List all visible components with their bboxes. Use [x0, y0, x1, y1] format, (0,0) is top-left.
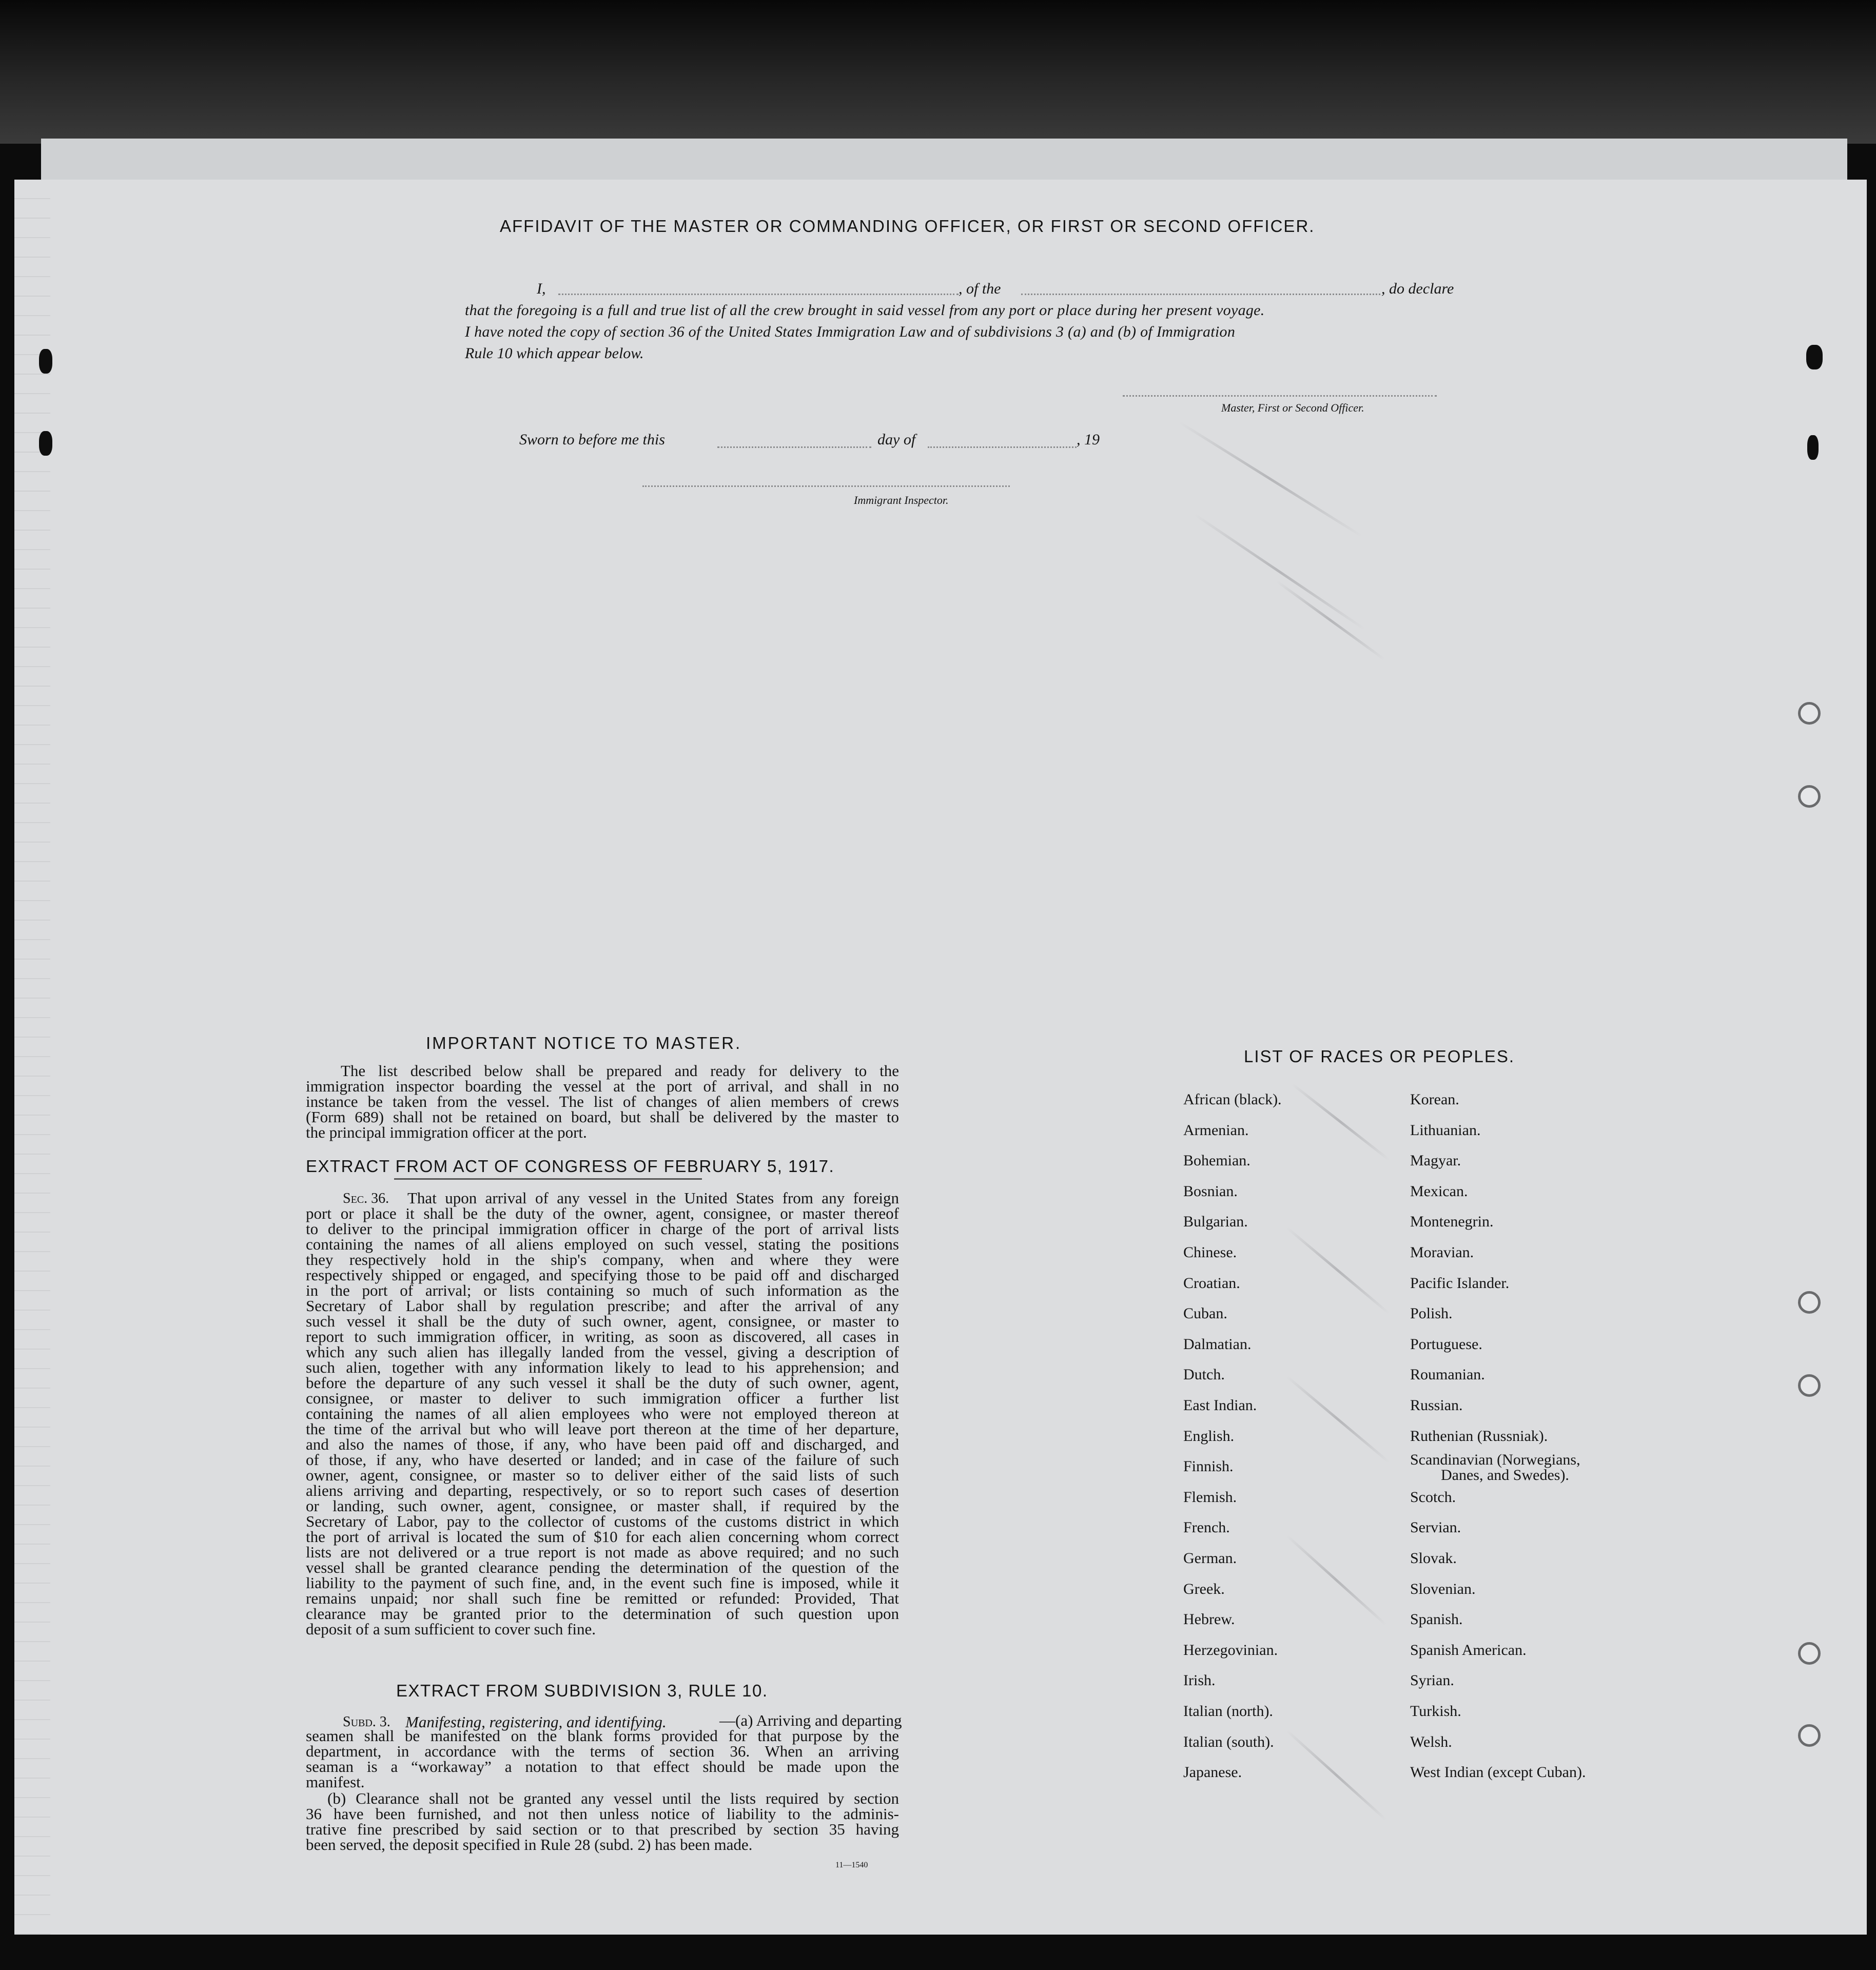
- punch-hole: [1798, 1724, 1821, 1747]
- master-signature-blank[interactable]: [1123, 395, 1437, 397]
- text-line: to deliver to the principal immigration officer in charge of the port of arrival lists: [306, 1220, 899, 1238]
- race-item: Scandinavian (Norwegians,: [1410, 1451, 1580, 1469]
- race-item: Hebrew.: [1183, 1611, 1235, 1628]
- text-line: containing the names of all aliens employed on such vessel, stating the positions: [306, 1235, 899, 1253]
- text-line: That upon arrival of any vessel in the United States from any foreign: [407, 1189, 899, 1207]
- affidavit-heading: AFFIDAVIT OF THE MASTER OR COMMANDING OFFICER, OR FIRST OR SECOND OFFICER.: [500, 217, 1315, 236]
- inspector-signature-blank[interactable]: [642, 485, 1010, 487]
- race-item: Welsh.: [1410, 1733, 1452, 1750]
- month-blank[interactable]: [928, 446, 1077, 448]
- punch-hole: [1798, 1291, 1821, 1314]
- text-line: the port of arrival is located the sum of $10 for each alien concerning whom correct: [306, 1528, 899, 1546]
- text-line: liability to the payment of such fine, and, in the event such fine is imposed, while it: [306, 1574, 899, 1592]
- race-item: Spanish American.: [1410, 1641, 1527, 1659]
- text-line: port or place it shall be the duty of the owner, agent, consignee, or master thereof: [306, 1204, 899, 1222]
- race-item: Magyar.: [1410, 1152, 1461, 1169]
- master-label: Master, First or Second Officer.: [1221, 401, 1364, 414]
- race-item: Flemish.: [1183, 1488, 1237, 1506]
- sworn-text: Sworn to before me this: [519, 431, 665, 448]
- text-line: report to such immigration officer, in writing, as soon as discovered, all cases in: [306, 1328, 899, 1345]
- text-line: which any such alien has illegally landed from the vessel, giving a description of: [306, 1343, 899, 1361]
- year-text: , 19: [1077, 431, 1100, 448]
- text-line: owner, agent, consignee, or master so to deliver either of the said lists of such: [306, 1466, 899, 1484]
- bleed-through-mark: [1286, 1227, 1390, 1315]
- day-blank[interactable]: [717, 446, 871, 448]
- race-item: Cuban.: [1183, 1305, 1227, 1322]
- affidavit-of-the: , of the: [959, 280, 1001, 297]
- text-line: department, in accordance with the terms of section 36. When an arriving: [306, 1742, 899, 1760]
- punch-hole: [1798, 785, 1821, 808]
- race-item: Syrian.: [1410, 1672, 1454, 1689]
- race-item: Bosnian.: [1183, 1182, 1238, 1200]
- race-item: Portuguese.: [1410, 1335, 1482, 1353]
- text-line: they respectively hold in the ship's company, when and where they were: [306, 1251, 899, 1269]
- race-item: Dutch.: [1183, 1366, 1225, 1383]
- race-item: Italian (south).: [1183, 1733, 1274, 1750]
- race-item: Irish.: [1183, 1672, 1216, 1689]
- race-item: Polish.: [1410, 1305, 1453, 1322]
- race-item: Croatian.: [1183, 1274, 1240, 1292]
- text-line: (b) Clearance shall not be granted any vessel until the lists required by section: [327, 1789, 899, 1807]
- race-item: Chinese.: [1183, 1244, 1237, 1261]
- text-line: lists are not delivered or a true report is not made as above required; and no such: [306, 1543, 899, 1561]
- binding-hole-right: [1806, 345, 1823, 369]
- day-of-text: day of: [877, 431, 916, 448]
- vessel-blank[interactable]: [1021, 294, 1380, 295]
- race-item: French.: [1183, 1519, 1230, 1536]
- bleed-through-mark: [1291, 1083, 1390, 1161]
- bleed-through-mark: [1194, 513, 1365, 630]
- race-item: Armenian.: [1183, 1121, 1249, 1139]
- races-heading: LIST OF RACES OR PEOPLES.: [1244, 1047, 1515, 1066]
- bleed-through-mark: [1276, 580, 1385, 660]
- affidavit-line-4: Rule 10 which appear below.: [465, 345, 644, 362]
- text-line: the principal immigration officer at the port.: [306, 1123, 587, 1141]
- text-line: vessel shall be granted clearance pending the determination of the question of the: [306, 1558, 899, 1576]
- race-item: Servian.: [1410, 1519, 1461, 1536]
- text-line: consignee, or master to deliver to such immigration officer a further list: [306, 1389, 899, 1407]
- form-number: 11—1540: [835, 1861, 868, 1869]
- text-line: of those, if any, who have deserted or landed; and in case of the failure of such: [306, 1451, 899, 1469]
- text-line: seamen shall be manifested on the blank forms provided for that purpose by the: [306, 1727, 899, 1745]
- text-line: instance be taken from the vessel. The list of changes of alien members of crews: [306, 1093, 899, 1110]
- binding-hole-left: [39, 349, 52, 374]
- act-heading: EXTRACT FROM ACT OF CONGRESS OF FEBRUARY 5, 1917.: [306, 1157, 835, 1176]
- text-line: clearance may be granted prior to the determination of such question upon: [306, 1605, 899, 1623]
- race-item: Ruthenian (Russniak).: [1410, 1427, 1548, 1445]
- name-blank[interactable]: [558, 294, 959, 295]
- text-line: —(a) Arriving and departing: [719, 1711, 902, 1729]
- punch-hole: [1798, 702, 1821, 725]
- race-item: Bohemian.: [1183, 1152, 1250, 1169]
- affidavit-i: I,: [537, 280, 546, 297]
- race-item: Herzegovinian.: [1183, 1641, 1278, 1659]
- text-line: (Form 689) shall not be retained on board, but shall be delivered by the master to: [306, 1108, 899, 1126]
- race-item: Slovenian.: [1410, 1580, 1476, 1597]
- text-line: and also the names of those, if any, who have been paid off and discharged, and: [306, 1435, 899, 1453]
- text-line: or landing, such owner, agent, consignee, or master shall, if required by the: [306, 1497, 899, 1515]
- bleed-through-mark: [1286, 1535, 1387, 1626]
- race-item: Japanese.: [1183, 1764, 1242, 1781]
- text-line: Secretary of Labor shall by regulation prescribe; and after the arrival of any: [306, 1297, 899, 1315]
- race-item: East Indian.: [1183, 1397, 1257, 1414]
- punch-hole: [1798, 1642, 1821, 1665]
- bleed-through-mark: [1286, 1730, 1387, 1821]
- text-line: remains unpaid; nor shall such fine be remitted or refunded: Provided, That: [306, 1589, 899, 1607]
- text-line: been served, the deposit specified in Rule 28 (subd. 2) has been made.: [306, 1836, 753, 1854]
- race-item: West Indian (except Cuban).: [1410, 1764, 1586, 1781]
- text-line: before the departure of any such vessel it shall be the duty of such owner, agent,: [306, 1374, 899, 1392]
- race-item: Montenegrin.: [1410, 1213, 1494, 1231]
- race-item: Danes, and Swedes).: [1441, 1466, 1569, 1484]
- text-line: such vessel it shall be the duty of such owner, agent, consignee, or master to: [306, 1312, 899, 1330]
- race-item: Bulgarian.: [1183, 1213, 1248, 1231]
- text-line: deposit of a sum sufficient to cover such fine.: [306, 1620, 596, 1638]
- race-item: Finnish.: [1183, 1458, 1234, 1475]
- race-item: Greek.: [1183, 1580, 1225, 1597]
- race-item: Lithuanian.: [1410, 1121, 1481, 1139]
- rule-subdivision-title: Manifesting, registering, and identifying.: [405, 1713, 667, 1731]
- text-line: containing the names of all alien employees who were not employed thereon at: [306, 1405, 899, 1422]
- race-item: Moravian.: [1410, 1244, 1474, 1261]
- race-item: Scotch.: [1410, 1488, 1456, 1506]
- race-item: Mexican.: [1410, 1182, 1468, 1200]
- text-line: respectively shipped or engaged, and specifying those to be paid off and discharged: [306, 1266, 899, 1284]
- race-item: Russian.: [1410, 1397, 1463, 1414]
- text-line: the time of the arrival but who will leave port thereon at the time of her departure,: [306, 1420, 899, 1438]
- race-item: Pacific Islander.: [1410, 1274, 1510, 1292]
- text-line: such alien, together with any information likely to lead to his apprehension; and: [306, 1358, 899, 1376]
- act-section-number: Sec. 36.: [343, 1191, 389, 1206]
- race-item: Roumanian.: [1410, 1366, 1485, 1383]
- text-line: manifest.: [306, 1773, 365, 1791]
- affidavit-line-3: I have noted the copy of section 36 of the United States Immigration Law and of subdivisions 3 (a) and (b) of Immigration: [465, 323, 1236, 340]
- race-item: Slovak.: [1410, 1550, 1457, 1567]
- text-line: The list described below shall be prepared and ready for delivery to the: [341, 1062, 899, 1080]
- rule-heading: EXTRACT FROM SUBDIVISION 3, RULE 10.: [396, 1681, 768, 1700]
- race-item: English.: [1183, 1427, 1235, 1445]
- rule-subdivision-number: Subd. 3.: [343, 1714, 390, 1730]
- affidavit-line-2: that the foregoing is a full and true list of all the crew brought in said vessel from any port or place during her present voyage.: [465, 302, 1265, 319]
- text-line: in the port of arrival; or lists containing so much of such information as the: [306, 1281, 899, 1299]
- manifest-sheet: [14, 180, 1867, 1935]
- race-item: Italian (north).: [1183, 1703, 1273, 1720]
- inspector-label: Immigrant Inspector.: [854, 494, 949, 506]
- punch-hole: [1798, 1374, 1821, 1397]
- race-item: African (black).: [1183, 1091, 1282, 1108]
- text-line: seaman is a “workaway” a notation to that effect should be made upon the: [306, 1758, 899, 1776]
- race-item: Korean.: [1410, 1091, 1459, 1108]
- text-line: 36 have been furnished, and not then unless notice of liability to the adminis-: [306, 1805, 899, 1823]
- race-item: Dalmatian.: [1183, 1335, 1252, 1353]
- notice-heading: IMPORTANT NOTICE TO MASTER.: [426, 1033, 742, 1052]
- act-heading-rule: [394, 1178, 702, 1180]
- race-item: Turkish.: [1410, 1703, 1461, 1720]
- affidavit-do-declare: , do declare: [1381, 280, 1454, 297]
- binding-hole-left: [39, 431, 52, 456]
- text-line: trative fine prescribed by said section or to that prescribed by section 35 having: [306, 1820, 899, 1838]
- bleed-through-mark: [1179, 421, 1363, 537]
- text-line: aliens arriving and departing, respectively, or so to report such cases of desertion: [306, 1481, 899, 1499]
- scanner-background-top: [0, 0, 1876, 144]
- text-line: immigration inspector boarding the vessel at the port of arrival, and shall in no: [306, 1077, 899, 1095]
- bleed-through-mark: [1286, 1376, 1390, 1464]
- race-item: German.: [1183, 1550, 1237, 1567]
- race-item: Spanish.: [1410, 1611, 1463, 1628]
- binding-hole-right: [1807, 435, 1819, 460]
- text-line: Secretary of Labor, pay to the collector of customs of the customs district in which: [306, 1512, 899, 1530]
